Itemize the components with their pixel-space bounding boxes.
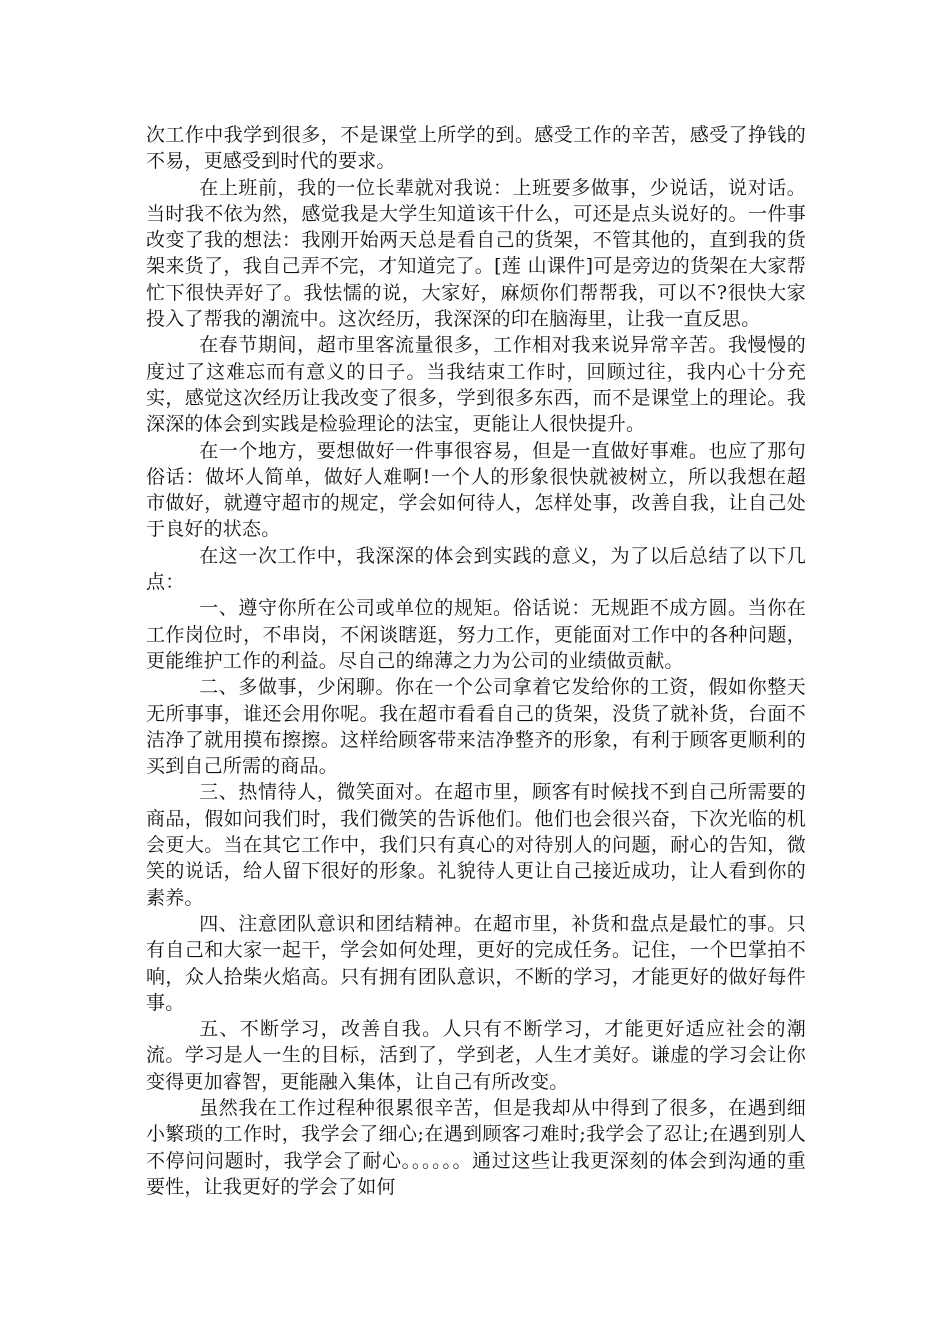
document-page <box>146 122 806 1200</box>
paragraph-6: 一、遵守你所在公司或单位的规矩。俗话说：无规距不成方圆。当你在工作岗位时，不串岗，不闲谈瞎逛，努力工作，更能面对工作中的各种问题，更能维护工作的利益。尽自己的绵薄之力为公司的业绩做贡献。 <box>146 597 806 672</box>
paragraph-10: 五、不断学习，改善自我。人只有不断学习，才能更好适应社会的潮流。学习是人一生的目标，活到了，学到老，人生才美好。谦虚的学习会让你变得更加睿智，更能融入集体，让自己有所改变。 <box>146 1018 806 1093</box>
paragraph-5: 在这一次工作中，我深深的体会到实践的意义，为了以后总结了以下几点： <box>146 544 806 594</box>
paragraph-1: 次工作中我学到很多，不是课堂上所学的到。感受工作的辛苦，感受了挣钱的不易，更感受到时代的要求。 <box>146 124 806 173</box>
paragraph-11: 虽然我在工作过程种很累很辛苦，但是我却从中得到了很多，在遇到细小繁琐的工作时，我学会了细心;在遇到顾客刁难时;我学会了忍让;在遇到别人不停问问题时，我学会了耐心。。。。。。通过这些让我更深刻的体会到沟通的重要性，让我更好的学会了如何 <box>146 1096 806 1198</box>
paragraph-7: 二、多做事，少闲聊。你在一个公司拿着它发给你的工资，假如你整天无所事事，谁还会用你呢。我在超市看看自己的货架，没货了就补货，台面不洁净了就用摸布擦擦。这样给顾客带来洁净整齐的形象，有利于顾客更顺利的买到自己所需的商品。 <box>146 676 806 778</box>
paragraph-8: 三、热情待人，微笑面对。在超市里，顾客有时候找不到自己所需要的商品，假如问我们时，我们微笑的告诉他们。他们也会很兴奋，下次光临的机会更大。当在其它工作中，我们只有真心的对待别人的问题，耐心的告知，微笑的说话，给人留下很好的形象。礼貌待人更让自己接近成功，让人看到你的素养。 <box>146 781 806 909</box>
paragraph-4: 在一个地方，要想做好一件事很容易，但是一直做好事难。也应了那句俗话：做坏人简单，做好人难啊!一个人的形象很快就被树立，所以我想在超市做好，就遵守超市的规定，学会如何待人，怎样处事，改善自我，让自己处于良好的状态。 <box>146 439 806 541</box>
paragraph-2: 在上班前，我的一位长辈就对我说：上班要多做事，少说话，说对话。当时我不依为然，感觉我是大学生知道该干什么，可还是点头说好的。一件事改变了我的想法：我刚开始两天总是看自己的货架，不管其他的，直到我的货架来货了，我自己弄不完，才知道完了。[莲 山课件]可是旁边的货架在大家帮忙下很快弄好了。我怯懦的说，大家好，麻烦你们帮帮我，可以不?很快大家投入了帮我的潮流中。这次经历，我深深的印在脑海里，让我一直反思。 <box>146 176 806 331</box>
paragraph-3: 在春节期间，超市里客流量很多，工作相对我来说异常辛苦。我慢慢的度过了这难忘而有意义的日子。当我结束工作时，回顾过往，我内心十分充实，感觉这次经历让我改变了很多，学到很多东西，而不是课堂上的理论。我深深的体会到实践是检验理论的法宝，更能让人很快提升。 <box>146 334 806 436</box>
paragraph-9: 四、注意团队意识和团结精神。在超市里，补货和盘点是最忙的事。只有自己和大家一起干，学会如何处理，更好的完成任务。记住，一个巴掌拍不响，众人拾柴火焰高。只有拥有团队意识，不断的学习，才能更好的做好每件事。 <box>146 912 806 1014</box>
